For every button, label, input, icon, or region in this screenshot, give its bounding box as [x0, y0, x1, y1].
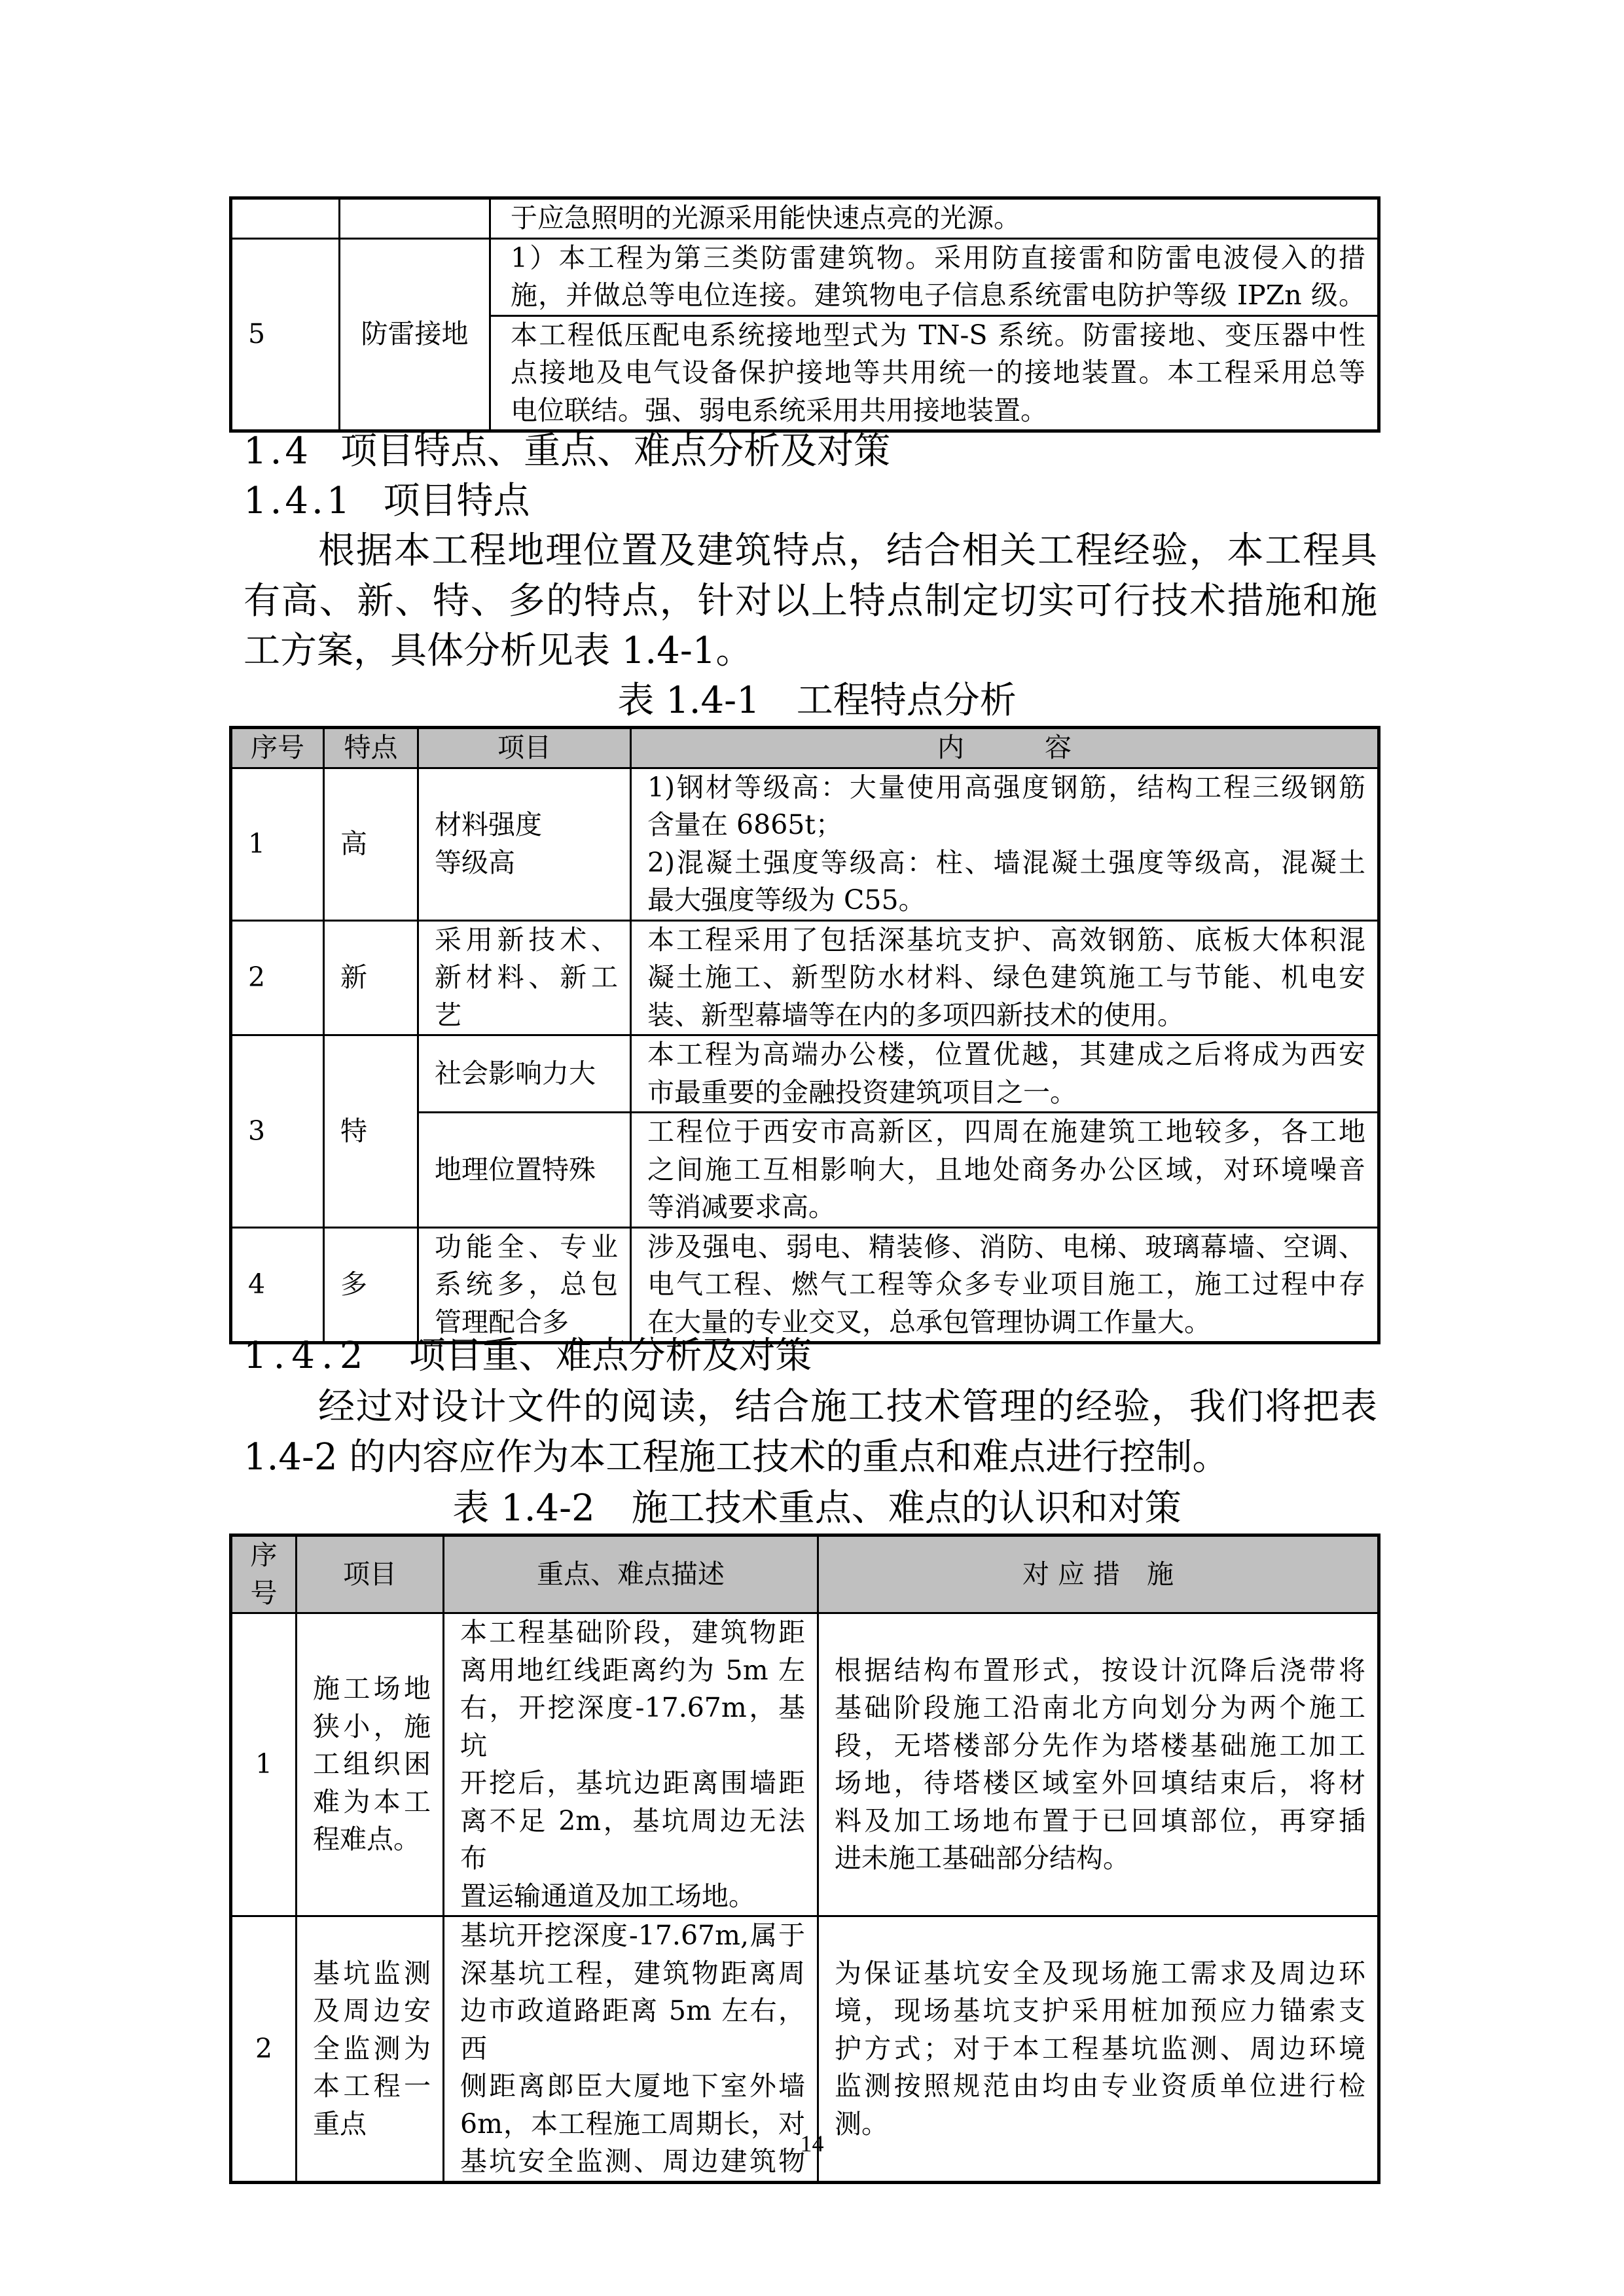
heading-number: 1.4.1	[244, 480, 353, 523]
cell-line: 凝土施工、新型防水材料、绿色建筑施工与节能、机电安	[647, 961, 1365, 993]
header-no	[231, 1535, 297, 1613]
cell-content	[631, 1227, 1379, 1343]
header-line: 序	[250, 1539, 278, 1571]
cell-item	[418, 920, 631, 1035]
cell-line: 料及加工场地布置于已回填部位，再穿插	[835, 1804, 1365, 1837]
header-no: 序号	[231, 728, 324, 768]
cell-line: 电位联结。强、弱电系统采用共用接地装置。	[511, 394, 1047, 426]
cell-content	[631, 1035, 1379, 1113]
table-row	[231, 238, 1379, 315]
cell-line: 于应急照明的光源采用能快速点亮的光源。	[511, 202, 1020, 234]
cell-feature: 新	[324, 920, 418, 1035]
cell-line: 程难点。	[313, 1823, 420, 1856]
cell-line: 施，并做总等电位连接。建筑物电子信息系统雷电防护等级 IPZn 级。	[511, 279, 1365, 311]
cell-line: 装、新型幕墙等在内的多项四新技术的使用。	[647, 999, 1184, 1031]
paragraph-line: 1.4-2 的内容应作为本工程施工技术的重点和难点进行控制。	[244, 1436, 1229, 1479]
cell-line: 等级高	[435, 846, 515, 878]
cell-item	[297, 1613, 444, 1916]
cell-line: 施工场地	[313, 1673, 431, 1705]
table-row	[231, 920, 1379, 1035]
header-feature: 特点	[324, 728, 418, 768]
cell-system	[340, 198, 490, 239]
cell-line: 为保证基坑安全及现场施工需求及周边环	[835, 1957, 1365, 1989]
header-item: 项目	[418, 728, 631, 768]
heading-number: 1.4.2	[244, 1335, 370, 1377]
cell-line: 采用新技术、	[435, 924, 618, 956]
cell-item	[418, 1035, 631, 1113]
cell-line: 根据结构布置形式，按设计沉降后浇带将	[835, 1654, 1365, 1686]
cell-line: 涉及强电、弱电、精装修、消防、电梯、玻璃幕墙、空调、	[647, 1230, 1365, 1263]
table-row	[231, 1035, 1379, 1113]
table-row	[231, 1613, 1379, 1916]
cell-line: 本工程低压配电系统接地型式为 TN-S 系统。防雷接地、变压器中性	[511, 319, 1365, 351]
cell-line: 社会影响力大	[435, 1057, 596, 1089]
cell-line: 基坑开挖深度-17.67m,属于	[460, 1920, 805, 1951]
cell-feature: 特	[324, 1035, 418, 1228]
heading-title: 项目特点、重点、难点分析及对策	[340, 430, 891, 473]
section-1-4-2-text	[244, 1331, 1377, 1534]
cell-line: 本工程基础阶段，建筑物距	[460, 1617, 805, 1648]
cell-content	[631, 768, 1379, 920]
cell-content	[490, 238, 1379, 315]
cell-line: 地理位置特殊	[435, 1153, 596, 1185]
cell-content	[490, 198, 1379, 239]
cell-line: 管理配合多	[435, 1306, 569, 1338]
table-row	[231, 198, 1379, 239]
cell-line: 工程位于西安市高新区，四周在施建筑工地较多，各工地	[647, 1116, 1365, 1147]
table-header-row	[231, 728, 1379, 768]
cell-line: 电气工程、燃气工程等众多专业项目施工，施工过程中存	[647, 1268, 1365, 1300]
cell-no: 1	[231, 1613, 297, 1916]
header-content: 内 容	[631, 728, 1379, 768]
cell-line: 置运输通道及加工场地。	[460, 1880, 755, 1912]
cell-item	[418, 1227, 631, 1343]
caption-label: 表 1.4-1	[617, 679, 760, 722]
table-1-4-1-container	[229, 726, 1380, 1344]
cell-line: 进未施工基础部分结构。	[835, 1842, 1130, 1874]
cell-no	[231, 198, 340, 239]
heading-title: 项目特点	[383, 480, 530, 523]
cell-line: 全监测为	[313, 2032, 431, 2064]
cell-line: 新材料、新工	[435, 961, 618, 993]
heading-1-4-1	[244, 476, 1377, 526]
paragraph-line: 有高、新、特、多的特点，针对以上特点制定切实可行技术措施和施	[244, 579, 1377, 622]
cell-item	[418, 768, 631, 920]
cell-no: 1	[231, 768, 324, 920]
cell-line: 本工程为高端办公楼，位置优越，其建成之后将成为西安	[647, 1039, 1365, 1070]
cell-line: 离用地红线距离约为 5m 左	[460, 1654, 805, 1686]
heading-title: 项目重、难点分析及对策	[408, 1335, 812, 1377]
cell-line: 之间施工互相影响大，且地处商务办公区域，对环境噪音	[647, 1153, 1365, 1185]
table-1-4-2-container	[229, 1534, 1380, 2184]
cell-line: 重点	[313, 2108, 367, 2140]
cell-no: 5	[231, 238, 340, 431]
heading-1-4-2	[244, 1331, 1377, 1382]
cell-measures	[818, 1613, 1379, 1916]
cell-feature: 高	[324, 768, 418, 920]
cell-line: 2)混凝土强度等级高：柱、墙混凝土强度等级高，混凝土	[647, 846, 1365, 878]
cell-line: 基础阶段施工沿南北方向划分为两个施工	[835, 1692, 1365, 1723]
cell-line: 基坑安全监测、周边建筑物	[460, 2145, 805, 2177]
cell-line: 在大量的专业交叉，总承包管理协调工作量大。	[647, 1306, 1211, 1338]
cell-line: 1）本工程为第三类防雷建筑物。采用防直接雷和防雷电波侵入的措	[511, 242, 1365, 274]
cell-line: 难为本工	[313, 1785, 431, 1818]
cell-line: 边市政道路距离 5m 左右，西	[460, 1995, 805, 2064]
table-electrical	[229, 196, 1380, 433]
cell-line: 本工程采用了包括深基坑支护、高效钢筋、底板大体积混	[647, 924, 1365, 956]
table-electrical-continued	[229, 196, 1380, 433]
cell-feature: 多	[324, 1227, 418, 1343]
cell-line: 含量在 6865t；	[647, 809, 842, 840]
cell-description	[444, 1613, 818, 1916]
cell-line: 及周边安	[313, 1995, 431, 2026]
cell-line: 材料强度	[435, 809, 542, 840]
cell-line: 侧距离郎臣大厦地下室外墙	[460, 2070, 805, 2102]
cell-line: 右，开挖深度-17.67m，基坑	[460, 1692, 805, 1761]
cell-line: 系统多，总包	[435, 1268, 618, 1300]
table-1-4-2	[229, 1534, 1380, 2184]
cell-content	[631, 920, 1379, 1035]
cell-line: 工组织困	[313, 1748, 431, 1780]
table-row	[231, 1227, 1379, 1343]
cell-line: 场地，待塔楼区域室外回填结束后，将材	[835, 1767, 1365, 1799]
cell-line: 点接地及电气设备保护接地等共用统一的接地装置。本工程采用总等	[511, 357, 1365, 388]
heading-number: 1.4	[244, 430, 312, 473]
caption-label: 表 1.4-2	[452, 1486, 595, 1530]
caption-title: 施工技术重点、难点的认识和对策	[631, 1486, 1182, 1530]
cell-line: 基坑监测	[313, 1957, 431, 1989]
cell-system: 防雷接地	[340, 238, 490, 431]
table-caption-1-4-1	[244, 676, 1377, 726]
cell-line: 护方式；对于本工程基坑监测、周边环境	[835, 2032, 1365, 2064]
cell-line: 本工程一	[313, 2070, 431, 2102]
cell-no: 4	[231, 1227, 324, 1343]
caption-title: 工程特点分析	[796, 679, 1017, 722]
cell-line: 市最重要的金融投资建筑项目之一。	[647, 1076, 1077, 1108]
cell-line: 深基坑工程，建筑物距离周	[460, 1957, 805, 1989]
header-measures: 对 应 措 施	[818, 1535, 1379, 1613]
page-number: 14	[800, 2130, 824, 2157]
cell-line: 1)钢材等级高：大量使用高强度钢筋，结构工程三级钢筋	[647, 771, 1365, 803]
paragraph-line: 根据本工程地理位置及建筑特点，结合相关工程经验，本工程具	[318, 529, 1377, 573]
table-caption-1-4-2	[244, 1483, 1377, 1534]
cell-no: 2	[231, 920, 324, 1035]
cell-line: 离不足 2m，基坑周边无法布	[460, 1804, 805, 1874]
cell-content	[490, 315, 1379, 431]
table-header-row	[231, 1535, 1379, 1613]
cell-line: 狭小，施	[313, 1710, 431, 1742]
cell-line: 监测按照规范由均由专业资质单位进行检	[835, 2070, 1365, 2102]
cell-line: 境，现场基坑支护采用桩加预应力锚索支	[835, 1995, 1365, 2026]
cell-line: 最大强度等级为 C55。	[647, 884, 926, 916]
cell-line: 段，无塔楼部分先作为塔楼基础施工加工	[835, 1729, 1365, 1761]
cell-content	[631, 1113, 1379, 1228]
cell-line: 测。	[835, 2108, 888, 2140]
header-description: 重点、难点描述	[444, 1535, 818, 1613]
header-line: 号	[250, 1577, 278, 1609]
cell-line: 开挖后，基坑边距离围墙距	[460, 1767, 805, 1799]
heading-1-4	[244, 427, 1377, 476]
cell-item	[418, 1113, 631, 1228]
table-row	[231, 768, 1379, 920]
paragraph-line: 工方案，具体分析见表 1.4-1。	[244, 629, 753, 672]
cell-no: 3	[231, 1035, 324, 1228]
cell-line: 功能全、专业	[435, 1230, 618, 1263]
paragraph-line: 经过对设计文件的阅读，结合施工技术管理的经验，我们将把表	[318, 1385, 1377, 1428]
table-1-4-1	[229, 726, 1380, 1344]
cell-line: 等消减要求高。	[647, 1191, 835, 1223]
cell-line: 6m，本工程施工周期长，对	[460, 2108, 805, 2140]
cell-no: 2	[231, 1916, 297, 2183]
section-1-4-text	[244, 427, 1377, 726]
header-item: 项目	[297, 1535, 444, 1613]
cell-line: 艺	[435, 999, 461, 1031]
